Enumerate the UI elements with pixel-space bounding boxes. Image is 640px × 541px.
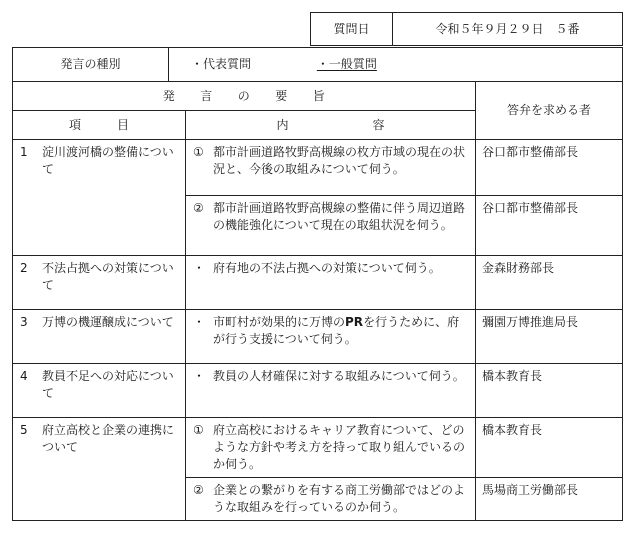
entry-text: 企業との繋がりを有する商工労働部ではどのような取組みを行っているのか伺う。 bbox=[213, 483, 466, 514]
item-number: 4 bbox=[20, 369, 28, 383]
item-title: 万博の機運醸成について bbox=[42, 315, 174, 329]
item-cell bbox=[13, 256, 186, 310]
entry-text: 都市計画道路牧野高槻線の枚方市域の現在の状況と、今後の取組みについて伺う。 bbox=[213, 145, 466, 176]
entry-text-pr: PR bbox=[345, 315, 364, 329]
entry-bullet: ① bbox=[193, 423, 204, 437]
speech-summary-table bbox=[12, 81, 623, 521]
entry-bullet: ・ bbox=[193, 369, 206, 383]
speech-type-general: ・一般質問 bbox=[316, 57, 377, 71]
entry-text: 都市計画道路牧野高槻線の整備に伴う周辺道路の機能強化について現在の取組状況を伺う。 bbox=[213, 201, 466, 232]
entry-text: 府立高校におけるキャリア教育について、どのような方針や考え方を持って取り組んでいるのか伺う。 bbox=[213, 423, 466, 471]
question-date-value: 令和５年９月２９日 ５番 bbox=[393, 13, 623, 46]
responder-cell: 谷口都市整備部長 bbox=[476, 140, 623, 196]
item-cell bbox=[13, 140, 186, 256]
responder-cell: 橋本教育長 bbox=[476, 418, 623, 478]
question-date-table bbox=[310, 12, 623, 46]
item-number: 3 bbox=[20, 315, 28, 329]
table-row bbox=[13, 364, 623, 418]
responder-cell: 彌園万博推進局長 bbox=[476, 310, 623, 364]
content-cell bbox=[186, 310, 476, 364]
table-row bbox=[13, 310, 623, 364]
entry-bullet: ② bbox=[193, 201, 204, 215]
content-cell bbox=[186, 196, 476, 256]
content-cell bbox=[186, 478, 476, 521]
entry-text bbox=[213, 314, 471, 348]
speech-type-table bbox=[12, 47, 623, 82]
table-row bbox=[13, 256, 623, 310]
responder-cell: 馬場商工労働部長 bbox=[476, 478, 623, 521]
entry-text: 府有地の不法占拠への対策について伺う。 bbox=[213, 261, 441, 275]
table-row bbox=[13, 418, 623, 478]
item-cell bbox=[13, 310, 186, 364]
entry-text-before: 市町村が効果的に万博の bbox=[213, 315, 346, 329]
responder-cell: 橋本教育長 bbox=[476, 364, 623, 418]
table-row bbox=[13, 140, 623, 196]
summary-heading: 発 言 の 要 旨 bbox=[13, 82, 476, 111]
item-cell bbox=[13, 418, 186, 521]
entry-bullet: ・ bbox=[193, 315, 206, 329]
speech-type-label: 発言の種別 bbox=[13, 48, 169, 82]
item-number: 1 bbox=[20, 145, 28, 159]
entry-bullet: ・ bbox=[193, 261, 206, 275]
item-title: 教員不足への対応について bbox=[42, 369, 174, 400]
speech-type-representative: ・代表質問 bbox=[191, 57, 252, 71]
speech-type-options bbox=[169, 48, 623, 82]
question-date-label: 質問日 bbox=[311, 13, 393, 46]
responder-heading: 答弁を求める者 bbox=[476, 82, 623, 140]
entry-text-after: を行うために、府が行う支援について伺う。 bbox=[213, 315, 460, 346]
entry-text: 教員の人材確保に対する取組みについて伺う。 bbox=[213, 369, 465, 383]
item-title: 不法占拠への対策について bbox=[42, 261, 174, 292]
item-title: 淀川渡河橋の整備について bbox=[42, 145, 174, 176]
item-title: 府立高校と企業の連携について bbox=[42, 423, 175, 454]
content-cell bbox=[186, 256, 476, 310]
item-cell bbox=[13, 364, 186, 418]
responder-cell: 谷口都市整備部長 bbox=[476, 196, 623, 256]
content-cell bbox=[186, 140, 476, 196]
content-cell bbox=[186, 418, 476, 478]
responder-cell: 金森財務部長 bbox=[476, 256, 623, 310]
entry-bullet: ① bbox=[193, 145, 204, 159]
item-number: 5 bbox=[20, 423, 28, 437]
entry-bullet: ② bbox=[193, 483, 204, 497]
content-heading: 内 容 bbox=[186, 111, 476, 140]
item-number: 2 bbox=[20, 261, 28, 275]
content-cell bbox=[186, 364, 476, 418]
item-heading: 項 目 bbox=[13, 111, 186, 140]
